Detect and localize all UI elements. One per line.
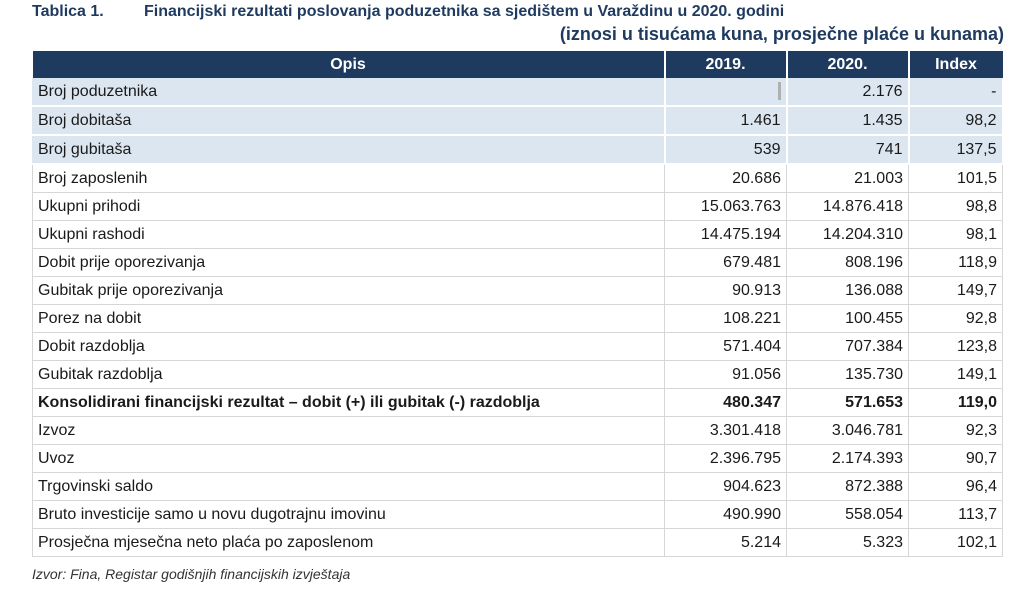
cell-opis: Gubitak prije oporezivanja: [33, 277, 665, 305]
cell-index: 90,7: [909, 445, 1003, 473]
text-cursor: [778, 82, 781, 100]
source-note: Izvor: Fina, Registar godišnjih financijskih izvještaja: [32, 566, 351, 582]
cell-2019: 91.056: [665, 361, 787, 389]
cell-2020: 136.088: [787, 277, 909, 305]
cell-opis: Bruto investicije samo u novu dugotrajnu imovinu: [33, 501, 665, 529]
cell-index: 98,8: [909, 193, 1003, 221]
column-header-opis: Opis: [33, 51, 665, 78]
cell-2019: 15.063.763: [665, 193, 787, 221]
financial-results-table: [32, 51, 1004, 557]
cell-index: 118,9: [909, 249, 1003, 277]
cell-opis: Broj dobitaša: [33, 106, 665, 135]
table-row: [33, 277, 1003, 305]
cell-2019: 14.475.194: [665, 221, 787, 249]
cell-opis: Broj gubitaša: [33, 135, 665, 164]
cell-opis: Uvoz: [33, 445, 665, 473]
column-header-2019: 2019.: [665, 51, 787, 78]
cell-opis: Gubitak razdoblja: [33, 361, 665, 389]
table-row: [33, 529, 1003, 557]
table-header-row: [33, 51, 1003, 78]
cell-2019: 3.301.418: [665, 417, 787, 445]
cell-2020: 558.054: [787, 501, 909, 529]
cell-opis: Konsolidirani financijski rezultat – dobit (+) ili gubitak (-) razdoblja: [33, 389, 665, 417]
table-row: [33, 78, 1003, 106]
cell-2020: 741: [787, 135, 909, 164]
cell-index: 119,0: [909, 389, 1003, 417]
cell-2019: 108.221: [665, 305, 787, 333]
cell-2019: 90.913: [665, 277, 787, 305]
table-row: [33, 106, 1003, 135]
cell-index: 101,5: [909, 164, 1003, 193]
cell-2020: 872.388: [787, 473, 909, 501]
cell-2019: [665, 78, 787, 106]
cell-index: 149,1: [909, 361, 1003, 389]
cell-2019: 490.990: [665, 501, 787, 529]
table-row: [33, 361, 1003, 389]
cell-index: 96,4: [909, 473, 1003, 501]
table-row: [33, 417, 1003, 445]
cell-2019: 679.481: [665, 249, 787, 277]
table-subtitle: (iznosi u tisućama kuna, prosječne plaće u kunama): [559, 24, 1004, 44]
table-row: [33, 135, 1003, 164]
cell-index: 102,1: [909, 529, 1003, 557]
cell-2019: 571.404: [665, 333, 787, 361]
cell-index: 113,7: [909, 501, 1003, 529]
cell-opis: Izvoz: [33, 417, 665, 445]
cell-index: 98,1: [909, 221, 1003, 249]
cell-index: 98,2: [909, 106, 1003, 135]
cell-index: 137,5: [909, 135, 1003, 164]
cell-opis: Dobit razdoblja: [33, 333, 665, 361]
cell-opis: Ukupni prihodi: [33, 193, 665, 221]
table-row: [33, 501, 1003, 529]
cell-index: 123,8: [909, 333, 1003, 361]
table-row: [33, 389, 1003, 417]
table-row: [33, 305, 1003, 333]
cell-2019: 1.461: [665, 106, 787, 135]
cell-2019: 539: [665, 135, 787, 164]
cell-opis: Broj zaposlenih: [33, 164, 665, 193]
cell-2020: 808.196: [787, 249, 909, 277]
table-row: [33, 164, 1003, 193]
table-title-text: Financijski rezultati poslovanja poduzetnika sa sjedištem u Varaždinu u 2020. godini: [144, 3, 785, 20]
table-row: [33, 221, 1003, 249]
cell-2020: 5.323: [787, 529, 909, 557]
table-row: [33, 445, 1003, 473]
table-row: [33, 473, 1003, 501]
cell-2020: 14.204.310: [787, 221, 909, 249]
cell-2020: 1.435: [787, 106, 909, 135]
table-row: [33, 193, 1003, 221]
cell-2020: 3.046.781: [787, 417, 909, 445]
cell-index: 92,8: [909, 305, 1003, 333]
cell-opis: Broj poduzetnika: [33, 78, 665, 106]
table-row: [33, 333, 1003, 361]
table-title: [32, 1, 1004, 23]
cell-opis: Porez na dobit: [33, 305, 665, 333]
table-row: [33, 249, 1003, 277]
cell-2020: 21.003: [787, 164, 909, 193]
cell-2019: 904.623: [665, 473, 787, 501]
cell-index: 92,3: [909, 417, 1003, 445]
cell-opis: Ukupni rashodi: [33, 221, 665, 249]
table-number: Tablica 1.: [32, 3, 104, 20]
cell-2020: 100.455: [787, 305, 909, 333]
cell-2020: 571.653: [787, 389, 909, 417]
cell-2020: 707.384: [787, 333, 909, 361]
cell-2020: 2.174.393: [787, 445, 909, 473]
cell-2020: 14.876.418: [787, 193, 909, 221]
cell-index: -: [909, 78, 1003, 106]
cell-2019: 2.396.795: [665, 445, 787, 473]
column-header-index: Index: [909, 51, 1003, 78]
cell-opis: Dobit prije oporezivanja: [33, 249, 665, 277]
cell-2019: 20.686: [665, 164, 787, 193]
cell-2020: 2.176: [787, 78, 909, 106]
cell-opis: Trgovinski saldo: [33, 473, 665, 501]
column-header-2020: 2020.: [787, 51, 909, 78]
cell-index: 149,7: [909, 277, 1003, 305]
cell-2020: 135.730: [787, 361, 909, 389]
cell-opis: Prosječna mjesečna neto plaća po zaposlenom: [33, 529, 665, 557]
cell-2019: 5.214: [665, 529, 787, 557]
cell-2019: 480.347: [665, 389, 787, 417]
